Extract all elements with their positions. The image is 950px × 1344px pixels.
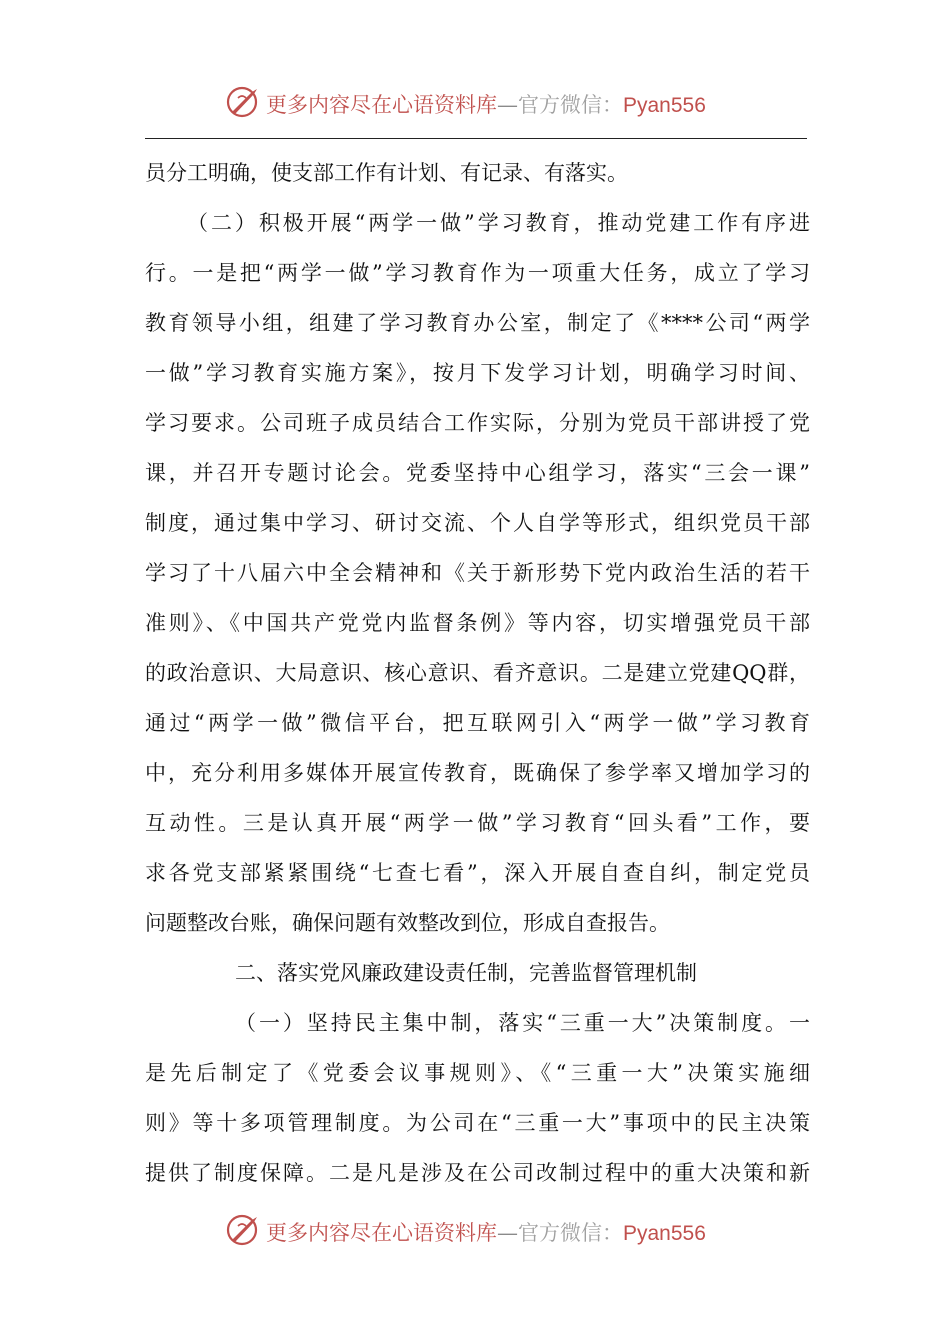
text-line: 是先后制定了《党委会议事规则》、《“三重一大”决策实施细 bbox=[145, 1061, 810, 1085]
text-line: 教育领导小组，组建了学习教育办公室，制定了《****公司“两学 bbox=[145, 311, 810, 335]
watermark-wechat-id: Pyan556 bbox=[623, 1222, 706, 1245]
watermark-tail: 官方微信： bbox=[518, 93, 623, 117]
watermark-wechat-id: Pyan556 bbox=[623, 94, 706, 117]
text-line: 问题整改台账，确保问题有效整改到位，形成自查报告。 bbox=[145, 911, 670, 935]
watermark-tail: 官方微信： bbox=[518, 1221, 623, 1245]
text-line: （一）坚持民主集中制，落实“三重一大”决策制度。一 bbox=[235, 1011, 810, 1035]
watermark-brand: 更多内容尽在心语资料库 bbox=[266, 1221, 497, 1245]
document-body bbox=[145, 148, 810, 1198]
text-line: 求各党支部紧紧围绕“七查七看”，深入开展自查自纠，制定党员 bbox=[145, 861, 810, 885]
text-line: 行。一是把“两学一做”学习教育作为一项重大任务，成立了学习 bbox=[145, 261, 810, 285]
pen-logo-icon bbox=[226, 1212, 262, 1248]
footer-watermark bbox=[0, 1210, 950, 1250]
header-divider bbox=[145, 138, 807, 139]
text-line: （二）积极开展“两学一做”学习教育，推动党建工作有序进 bbox=[187, 211, 810, 235]
watermark-separator: — bbox=[497, 93, 518, 117]
text-line: 通过“两学一做”微信平台，把互联网引入“两学一做”学习教育 bbox=[145, 711, 810, 735]
watermark-brand: 更多内容尽在心语资料库 bbox=[266, 93, 497, 117]
text-line: 二、落实党风廉政建设责任制，完善监督管理机制 bbox=[235, 961, 697, 985]
header-watermark bbox=[0, 82, 950, 122]
text-line: 的政治意识、大局意识、核心意识、看齐意识。二是建立党建QQ群， bbox=[145, 661, 810, 685]
watermark-text bbox=[266, 89, 706, 119]
text-line: 员分工明确，使支部工作有计划、有记录、有落实。 bbox=[145, 161, 628, 185]
watermark-separator: — bbox=[497, 1221, 518, 1245]
text-line: 中，充分利用多媒体开展宣传教育，既确保了参学率又增加学习的 bbox=[145, 761, 810, 785]
text-line: 课，并召开专题讨论会。党委坚持中心组学习，落实“三会一课” bbox=[145, 461, 810, 485]
text-line: 则》等十多项管理制度。为公司在“三重一大”事项中的民主决策 bbox=[145, 1111, 810, 1135]
text-line: 互动性。三是认真开展“两学一做”学习教育“回头看”工作，要 bbox=[145, 811, 810, 835]
text-line: 一做”学习教育实施方案》，按月下发学习计划，明确学习时间、 bbox=[145, 361, 810, 385]
text-line: 准则》、《中国共产党党内监督条例》等内容，切实增强党员干部 bbox=[145, 611, 810, 635]
watermark-text bbox=[266, 1217, 706, 1247]
text-line: 制度，通过集中学习、研讨交流、个人自学等形式，组织党员干部 bbox=[145, 511, 810, 535]
pen-logo-icon bbox=[226, 84, 262, 120]
text-line: 学习了十八届六中全会精神和《关于新形势下党内政治生活的若干 bbox=[145, 561, 810, 585]
text-line: 学习要求。公司班子成员结合工作实际，分别为党员干部讲授了党 bbox=[145, 411, 810, 435]
text-line: 提供了制度保障。二是凡是涉及在公司改制过程中的重大决策和新 bbox=[145, 1161, 810, 1185]
